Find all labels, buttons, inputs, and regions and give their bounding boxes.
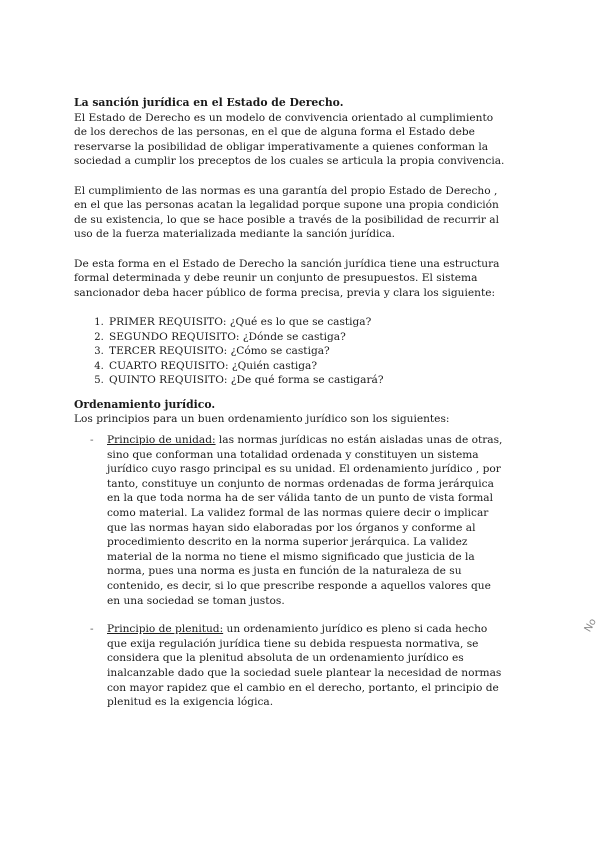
requirements-list xyxy=(74,315,506,388)
requirement-item: 1. PRIMER REQUISITO: ¿Qué es lo que se castiga? xyxy=(107,315,506,330)
principle-term: Principio de unidad: xyxy=(107,434,216,447)
principles-list xyxy=(74,433,506,710)
requirement-item: 4. CUARTO REQUISITO: ¿Quién castiga? xyxy=(107,359,506,374)
requirement-item: 5. QUINTO REQUISITO: ¿De qué forma se castigará? xyxy=(107,373,506,388)
requirement-item: 3. TERCER REQUISITO: ¿Cómo se castiga? xyxy=(107,344,506,359)
requirement-item: 2. SEGUNDO REQUISITO: ¿Dónde se castiga? xyxy=(107,330,506,345)
side-watermark: No xyxy=(582,616,599,635)
paragraph-estructura-formal: De esta forma en el Estado de Derecho la sanción jurídica tiene una estructura formal determinada y debe reunir un conjunto de presupuestos. El sistema sancionador deba hacer público de forma precisa, previa y clara los siguiente: xyxy=(74,257,500,299)
paragraph-estado-derecho: El Estado de Derecho es un modelo de convivencia orientado al cumplimiento de los derechos de las personas, en el que de alguna forma el Estado debe reservarse la posibilidad de obligar imperativamente a quienes conforman la sociedad a cumplir los preceptos de los cuales se articula la propia convivencia. xyxy=(74,111,505,168)
principle-term: Principio de plenitud: xyxy=(107,623,224,636)
principle-plenitud xyxy=(74,622,506,710)
principle-unidad xyxy=(74,433,506,608)
principle-text: un ordenamiento jurídico es pleno si cada hecho que exija regulación jurídica tiene su debida respuesta normativa, se considera que la plenitud absoluta de un ordenamiento jurídico es inalcanzable dado que la sociedad suele plantear la necesidad de normas con mayor rapidez que el cambio en el derecho, portanto, el principio de plenitud es la exigencia lógica. xyxy=(107,623,502,709)
dash-bullet: - xyxy=(90,623,94,636)
section-heading-ordenamiento: Ordenamiento jurídico. xyxy=(74,397,216,411)
principles-intro: Los principios para un buen ordenamiento jurídico son los siguientes: xyxy=(74,413,450,426)
principle-text: las normas jurídicas no están aisladas unas de otras, sino que conforman una totalidad ordenada y constituyen un sistema jurídico cuyo rasgo principal es su unidad. El ordenamiento jurídico , por tanto, constituye un conjunto de normas ordenadas de forma jerárquica en la que toda norma ha de ser válida tanto de un punto de vista formal como material. La validez formal de las normas quiere decir o implicar que las normas hayan sido elaboradas por los órganos y conforme al procedimiento descrito en la norma superior jerárquica. La validez material de la norma no tiene el mismo significado que justicia de la norma, pues una norma es justa en función de la naturaleza de su contenido, es decir, si lo que prescribe responde a aquellos valores que en una sociedad se toman justos. xyxy=(107,434,503,607)
document-page xyxy=(74,96,506,724)
paragraph-cumplimiento-normas: El cumplimiento de las normas es una garantía del propio Estado de Derecho , en el que las personas acatan la legalidad porque supone una propia condición de su existencia, lo que se hace posible a través de la posibilidad de recurrir al uso de la fuerza materializada mediante la sanción jurídica. xyxy=(74,184,499,241)
dash-bullet: - xyxy=(90,434,94,447)
section-heading-sancion: La sanción jurídica en el Estado de Derecho. xyxy=(74,96,344,109)
